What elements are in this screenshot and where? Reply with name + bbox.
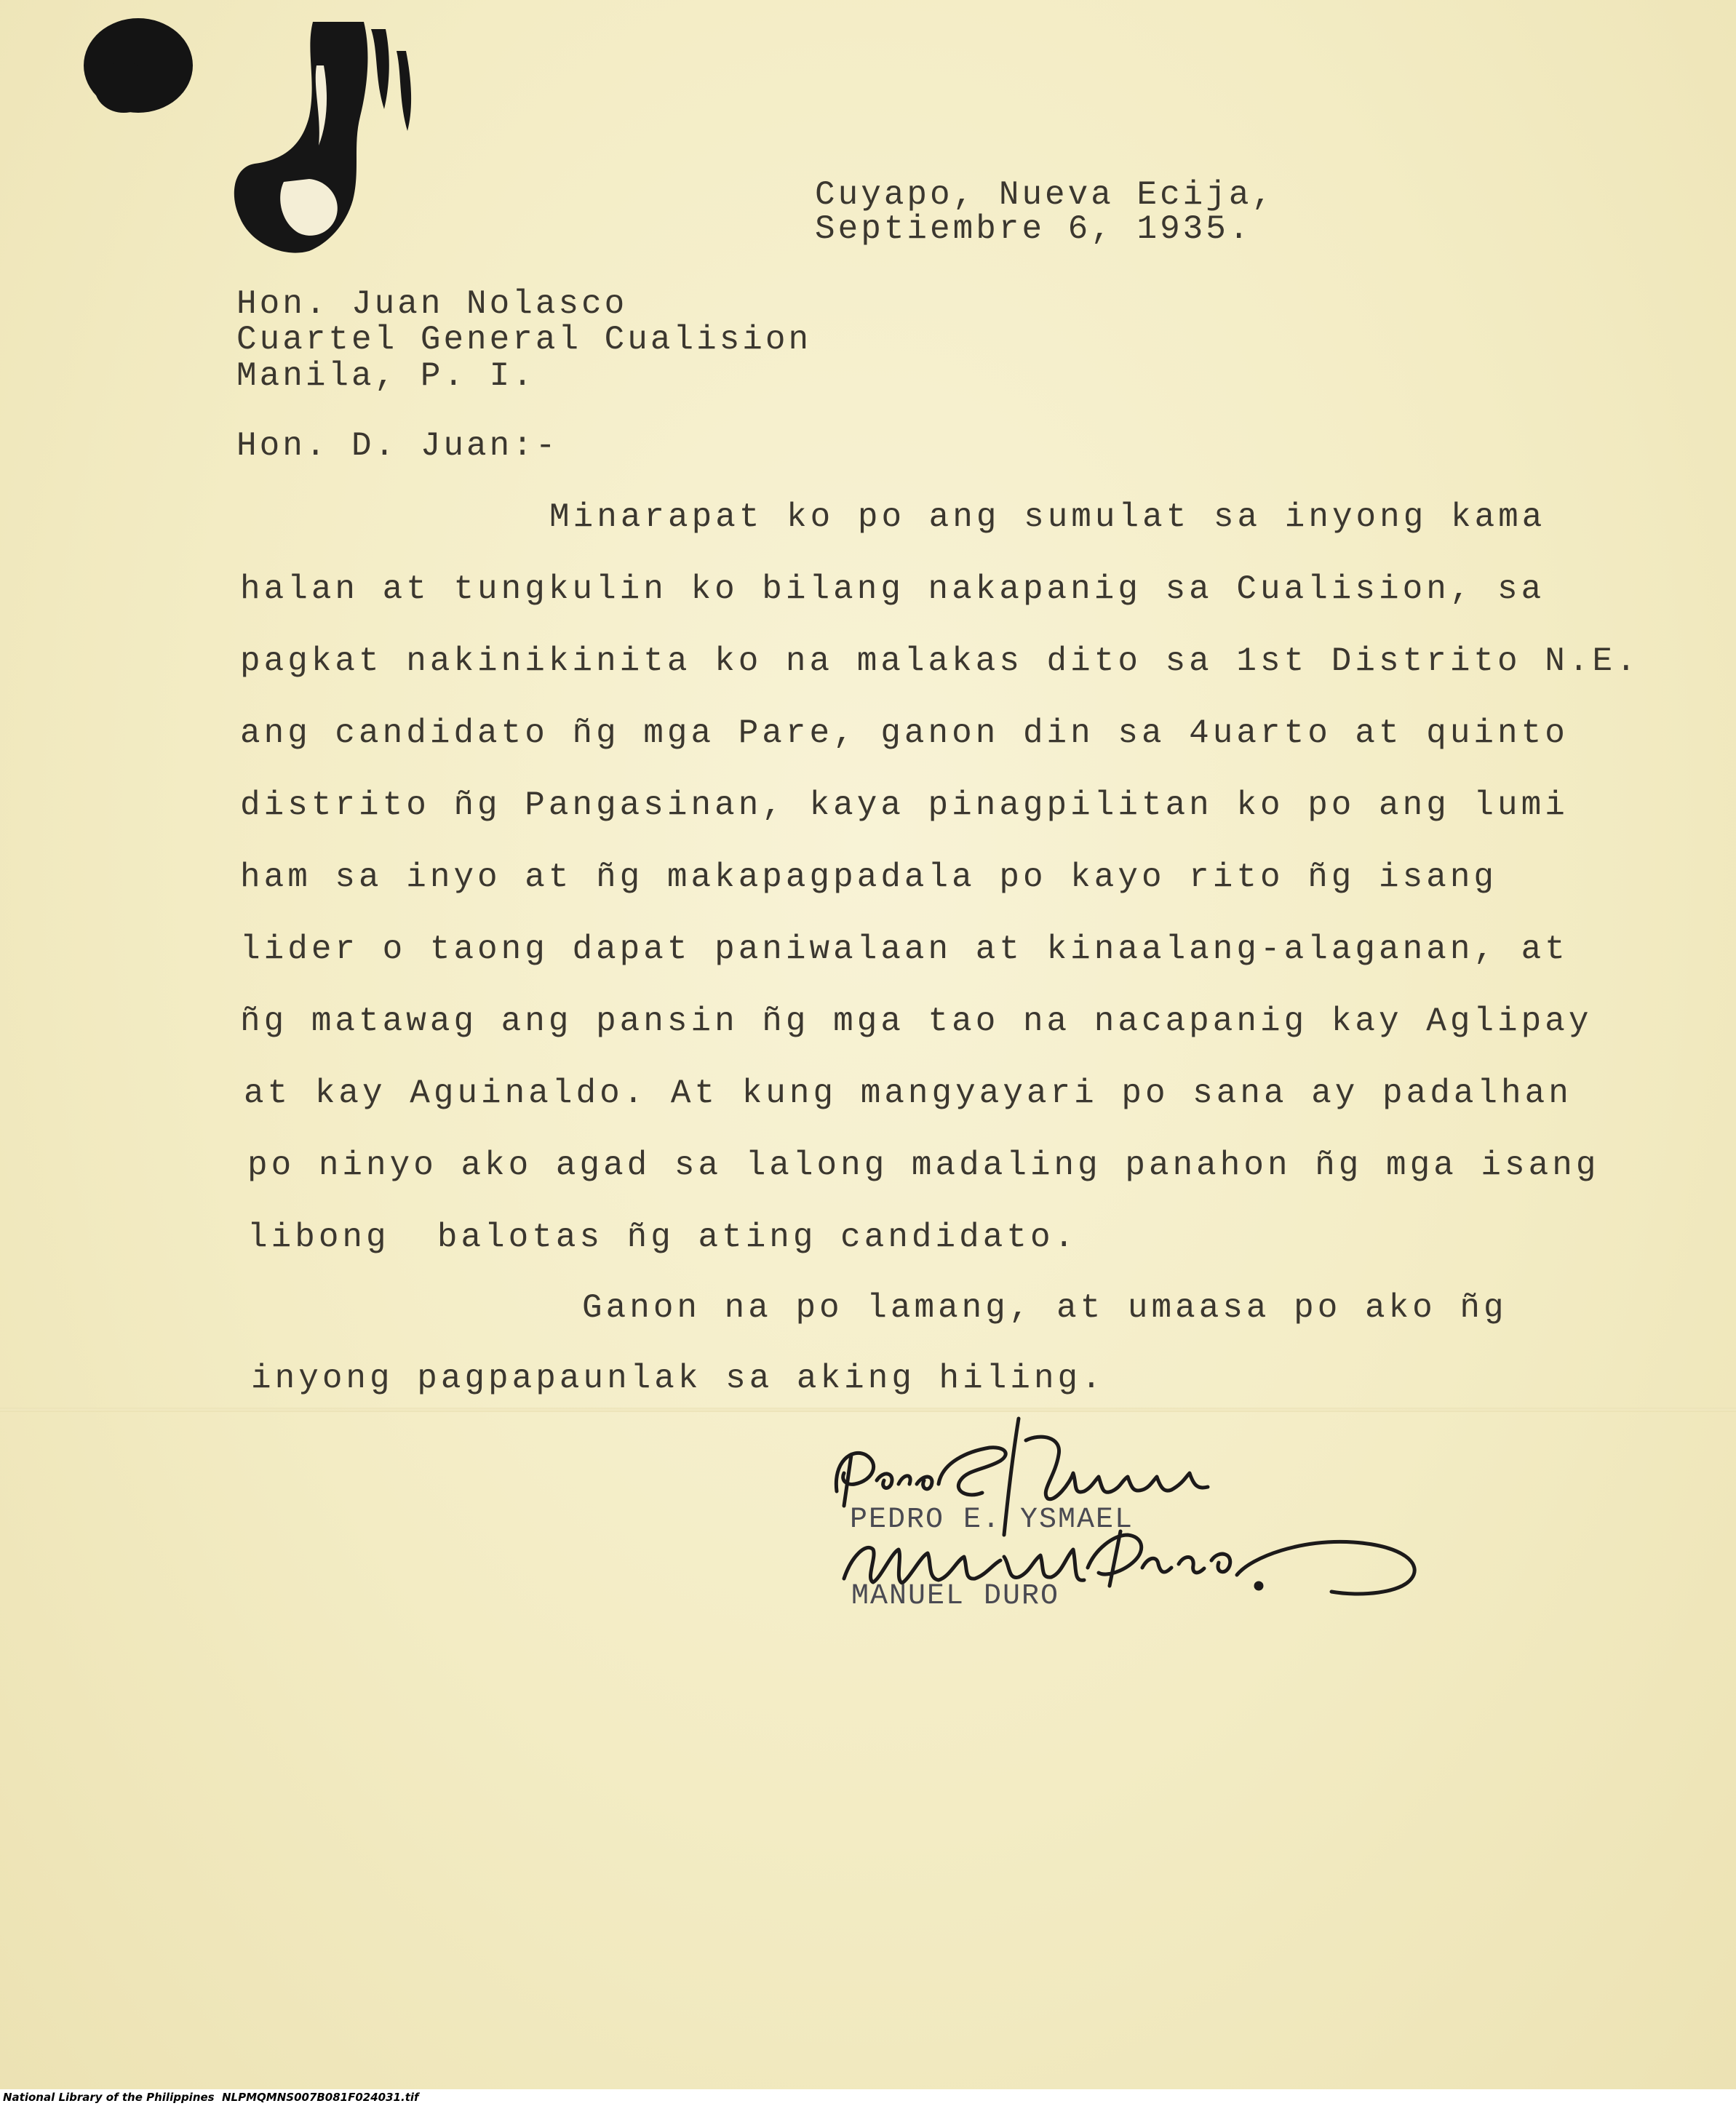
signatory-name: PEDRO E. YSMAEL (850, 1504, 1134, 1536)
body-line: Minarapat ko po ang sumulat sa inyong kama (549, 498, 1546, 536)
letter-date: Septiembre 6, 1935. (815, 210, 1252, 248)
body-line: distrito ñg Pangasinan, kaya pinagpilitan ko po ang lumi (240, 786, 1569, 824)
body-line: ñg matawag ang pansin ñg mga tao na nacapanig kay Aglipay (240, 1002, 1593, 1040)
body-line: po ninyo ako agad sa lalong madaling panahon ñg mga isang (247, 1146, 1600, 1184)
footer-filename: NLPMQMNS007B081F024031.tif (222, 2091, 419, 2104)
body-line: ham sa inyo at ñg makapagpadala po kayo rito ñg isang (240, 858, 1498, 896)
body-line: ang candidato ñg mga Pare, ganon din sa 4uarto at quinto (240, 714, 1569, 752)
body-line: at kay Aguinaldo. At kung mangyayari po sana ay padalhan (244, 1074, 1572, 1112)
body-line: halan at tungkulin ko bilang nakapanig sa Cualision, sa (240, 570, 1545, 608)
recipient-line: Cuartel General Cualision (236, 321, 812, 359)
footer-institution: National Library of the Philippines (3, 2091, 215, 2104)
letter-place: Cuyapo, Nueva Ecija, (815, 176, 1275, 214)
closing-line: inyong pagpapaunlak sa aking hiling. (251, 1360, 1105, 1397)
ink-stain (65, 7, 429, 284)
salutation: Hon. D. Juan:- (236, 427, 559, 465)
body-line: lider o taong dapat paniwalaan at kinaalang-alaganan, at (240, 930, 1569, 968)
signatory-name: MANUEL DURO (851, 1580, 1060, 1613)
body-line: pagkat nakinikinita ko na malakas dito sa 1st Distrito N.E. (240, 642, 1640, 680)
recipient-line: Hon. Juan Nolasco (236, 285, 628, 323)
body-line: libong balotas ñg ating candidato. (247, 1218, 1078, 1256)
closing-line: Ganon na po lamang, at umaasa po ako ñg (582, 1289, 1508, 1327)
recipient-line: Manila, P. I. (236, 357, 535, 395)
